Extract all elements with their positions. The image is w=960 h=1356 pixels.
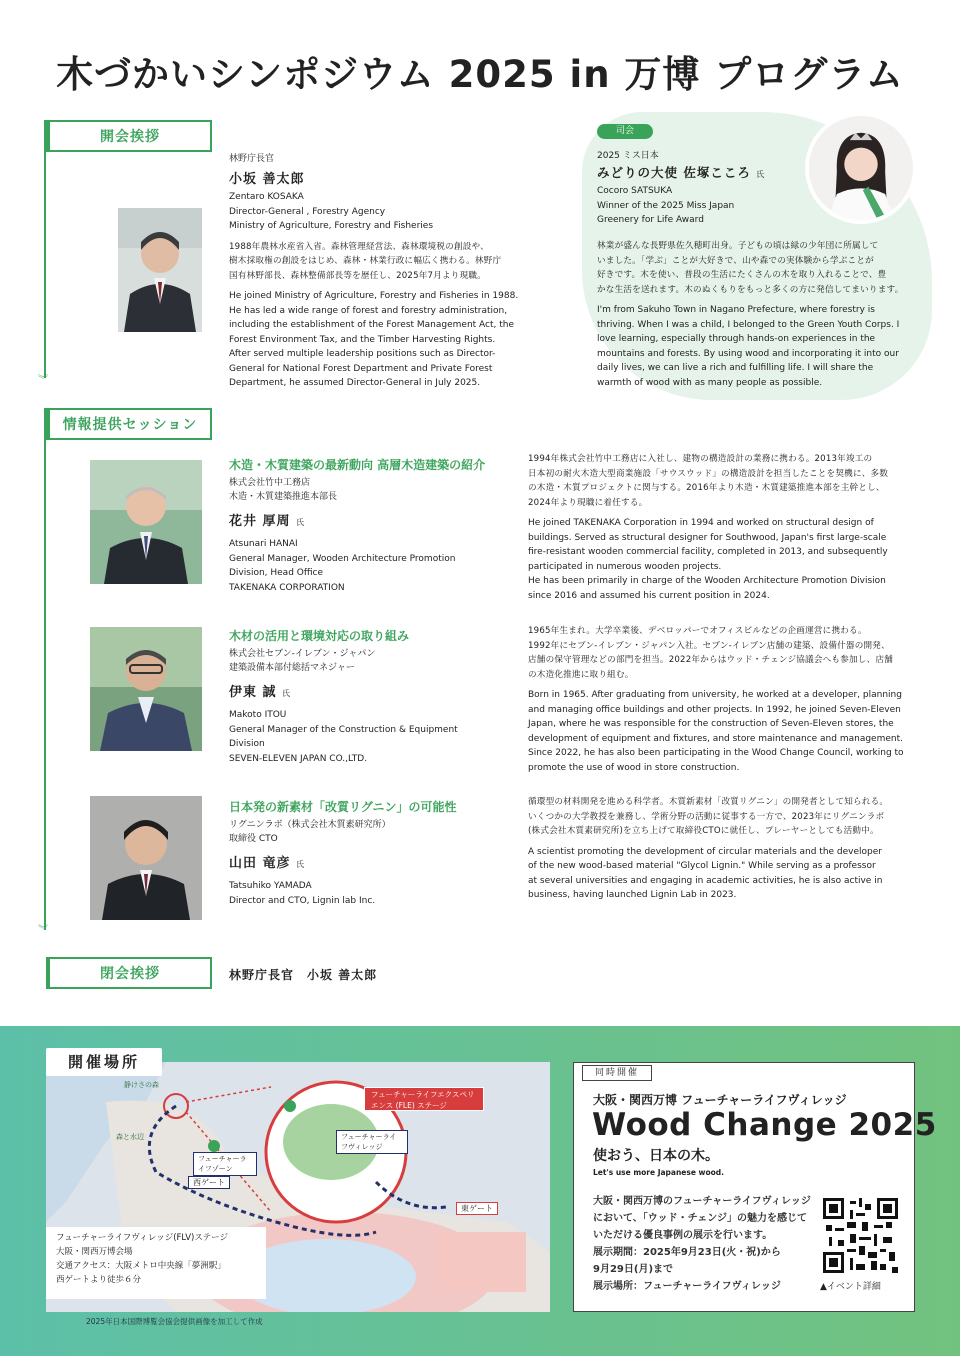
bio-line: 店舗の保守管理などの部門を担当。2022年からはウッド・チェンジ協議会へも参加し、店舗 (528, 655, 893, 665)
bio-line: 林業が盛んな長野県佐久穂町出身。子どもの頃は緑の少年団に所属して (597, 241, 879, 251)
mc-sub: 2025 ミス日本 (597, 151, 659, 161)
mc-en-name: Cocoro SATSUKA (597, 186, 673, 196)
bio-line: of the new wood-based material "Glycol Lignin." While serving as a professor (528, 861, 876, 871)
speaker-block (229, 456, 519, 595)
mc-block (597, 149, 807, 228)
bio-line: mountains and forests. By using wood and incorporating it into our (597, 348, 899, 359)
bio-line: daily lives, we can live a rich and fulfilling life. I will share the (597, 363, 874, 373)
speaker-role: 木造・木質建築推進本部長 (229, 492, 338, 502)
section-info-session: 情報提供セッション (46, 408, 212, 440)
map-label-flv: フューチャーライフヴィレッジ (336, 1130, 408, 1154)
section-opening: 開会挨拶 (46, 120, 212, 152)
bio-line: 日本初の耐火木造大型商業施設「サウスウッド」の構造設計を担当したことを契機に、多数 (528, 468, 889, 479)
bio-line: 1988年農林水産省入省。森林管理経営法、森林環境税の創設や、 (229, 241, 489, 252)
speaker-en-line: Division (229, 739, 265, 749)
bio-line: He joined TAKENAKA Corporation in 1994 and worked on structural design of (528, 518, 874, 528)
ad-title: Wood Change 2025 (592, 1107, 937, 1143)
bio-line: Japan, where he was responsible for the construction of Seven-Eleven stores, the (528, 719, 894, 729)
speaker-name: 花井 厚周 (229, 514, 291, 529)
ad-desc-line: いただける優良事例の展示を行います。 (593, 1230, 773, 1241)
bio-line: and managing office buildings and other projects. In 1992, he joined Seven-Eleven (528, 704, 901, 715)
speaker-role: 建築設備本部付総括マネジャー (229, 663, 355, 673)
venue-info-line: 交通アクセス：大阪メトロ中央線「夢洲駅」 (56, 1261, 226, 1271)
bio-line: いくつかの大学教授を兼務し、学術分野の活動に従事する一方で、2023年にリグニンラボ (528, 811, 885, 822)
talk-title: 日本発の新素材「改質リグニン」の可能性 (229, 800, 457, 814)
speaker-role: 取締役 CTO (229, 834, 278, 844)
bio-line: (株式会社木質素研究所)を立ち上げて取締役CTOに就任し、プレーヤーとしても活動中。 (528, 826, 879, 836)
speaker-bio (528, 452, 916, 603)
bio-line: 樹木採取権の創設をはじめ、森林・林業行政に幅広く携わる。林野庁 (229, 256, 502, 266)
bio-line: participated in numerous wooden projects. (528, 561, 722, 572)
bio-line: かな生活を送れます。木のぬくもりをもっと多くの方に発信してまいります。 (597, 284, 904, 295)
bio-line: including the establishment of the Forest Management Act, the (229, 320, 515, 330)
venue-info-line: フューチャーライフヴィレッジ(FLV)ステージ (56, 1233, 229, 1243)
speaker-honorific: 氏 (296, 860, 306, 869)
speaker-name: 伊東 誠 (229, 685, 277, 700)
bio-line: at several universities and engaging in academic activities, he is also active in (528, 875, 883, 886)
venue-info-line: 大阪・関西万博会場 (56, 1247, 133, 1257)
speaker-name: 山田 竜彦 (229, 856, 291, 871)
venue-info (46, 1227, 266, 1299)
ad-slogan-en: Let's use more Japanese wood. (593, 1168, 725, 1177)
map-label-garden: 森と水辺 (116, 1133, 144, 1141)
bio-line: 2024年より現職に着任する。 (528, 497, 648, 508)
map-label-west-gate: 西ゲート (188, 1176, 230, 1189)
speaker-en-line: Director and CTO, Lignin lab Inc. (229, 895, 376, 906)
map-label-stage: フューチャーライフエクスペリエンス (FLE) ステージ (364, 1087, 484, 1111)
bio-line: After served multiple leadership positions such as Director- (229, 349, 496, 359)
bio-line: love learning, especially through hands-on experiences in the (597, 334, 876, 344)
section-closing: 閉会挨拶 (46, 957, 212, 989)
speaker-photo-yamada (90, 796, 202, 920)
map-label-east-gate: 東ゲート (456, 1202, 498, 1215)
ad-description (593, 1193, 813, 1295)
bio-line: Since 2022, he has also been participating in the Wood Change Council, working to (528, 748, 904, 758)
opening-speaker-block (229, 152, 539, 391)
ad-tag: 同時開催 (582, 1065, 652, 1081)
ad-subtitle: 大阪・関西万博 フューチャーライフヴィレッジ (593, 1093, 847, 1107)
bio-line: thriving. When I was a child, I belonged to the Green Youth Corps. I (597, 319, 900, 330)
bio-line: Born in 1965. After graduating from university, he worked at a developer, planning (528, 690, 902, 700)
speaker-en-line: TAKENAKA CORPORATION (229, 582, 345, 593)
ad-desc-line: において、「ウッド・チェンジ」の魅力を感じて (593, 1213, 808, 1224)
mc-en-title: Winner of the 2025 Miss Japan (597, 200, 735, 211)
speaker-photo-hanai (90, 460, 202, 584)
ad-desc-line: 展示期間：2025年9月23日(火・祝)から (593, 1247, 781, 1258)
speaker-org: 株式会社セブン-イレブン・ジャパン (229, 649, 376, 659)
closing-speaker: 林野庁長官 小坂 善太郎 (229, 968, 378, 982)
mc-bio (597, 239, 917, 390)
bio-line: fire-resistant wooden commercial facility, completed in 2013, and subsequently (528, 547, 888, 557)
timeline-line (44, 120, 46, 378)
speaker-honorific: 氏 (296, 518, 306, 527)
speaker-en-line: SEVEN-ELEVEN JAPAN CO.,LTD. (229, 753, 368, 764)
ad-desc-line: 9月29日(月)まで (593, 1264, 674, 1275)
speaker-bio (528, 795, 916, 903)
venue-info-line: 西ゲートより徒歩６分 (56, 1275, 142, 1285)
mc-name: みどりの大使 佐塚こころ (597, 165, 751, 180)
map-label-flz: フューチャーライフゾーン (193, 1152, 257, 1176)
qr-caption: ▲イベント詳細 (820, 1282, 881, 1292)
map-credit: 2025年日本国際博覧会協会提供画像を加工して作成 (86, 1317, 263, 1326)
bio-line: 1965年生まれ。大学卒業後、デベロッパーでオフィスビルなどの企画運営に携わる。 (528, 626, 867, 636)
bio-line: いました。「学ぶ」ことが大好きで、山や森での実体験から学ぶことが (597, 255, 874, 266)
ad-desc-line: 大阪・関西万博のフューチャーライフヴィレッジ (593, 1196, 811, 1207)
bio-line: の木造・木質プロジェクトに関与する。2016年より木造・木質建築推進本部を主幹とし、 (528, 483, 885, 493)
bio-line: 1992年にセブン-イレブン・ジャパン入社。セブン-イレブン店舗の建築、設備什器の開発、 (528, 640, 890, 651)
bio-line: 好きです。木を使い、普段の生活にたくさんの木を取り入れることで、豊 (597, 270, 887, 280)
bio-line: Forest Environment Tax, and the Timber Harvesting Rights. (229, 334, 496, 345)
speaker-en-line: Makoto ITOU (229, 710, 287, 720)
mc-en-title: Greenery for Life Award (597, 215, 704, 225)
speaker-en-line: Tatsuhiko YAMADA (229, 881, 312, 891)
bio-line: development of equipment and fixtures, and store maintenance and management. (528, 733, 903, 744)
speaker-en-name: Zentaro KOSAKA (229, 192, 304, 202)
speaker-block (229, 798, 519, 908)
speaker-name: 小坂 善太郎 (229, 172, 305, 187)
speaker-org: リグニンラボ（株式会社木質素研究所） (229, 820, 391, 830)
bio-line: He has been primarily in charge of the Wooden Architecture Promotion Division (528, 576, 886, 586)
mc-honorific: 氏 (756, 170, 766, 179)
bio-line: promote the use of wood in store construction. (528, 762, 740, 773)
bio-line: General for National Forest Department and Private Forest (229, 363, 493, 374)
timeline-line (44, 408, 46, 930)
bio-line: I'm from Sakuho Town in Nagano Prefecture, where forestry is (597, 305, 875, 315)
speaker-bio (528, 624, 916, 775)
speaker-honorific: 氏 (282, 689, 292, 698)
bio-line: 循環型の材料開発を進める科学者。木質新素材「改質リグニン」の開発者として知られる。 (528, 797, 889, 807)
mc-photo (805, 112, 917, 224)
mc-tag: 司会 (597, 124, 653, 139)
speaker-org: 林野庁長官 (229, 154, 275, 164)
venue-label: 開催場所 (46, 1048, 162, 1076)
ad-desc-line: 展示場所：フューチャーライフヴィレッジ (593, 1281, 781, 1292)
speaker-photo-itou (90, 627, 202, 751)
bio-line: He joined Ministry of Agriculture, Forestry and Fisheries in 1988. (229, 291, 519, 301)
chevron-down-icon: ︾ (38, 375, 48, 386)
bio-line: の木造化推進に取り組む。 (528, 669, 634, 680)
ad-slogan: 使おう、日本の木。 (593, 1148, 719, 1164)
speaker-en-title: Ministry of Agriculture, Forestry and Fisheries (229, 221, 434, 231)
page-title: 木づかいシンポジウム 2025 in 万博 プログラム (56, 53, 904, 96)
speaker-block (229, 627, 519, 766)
speaker-en-title: Director-General , Forestry Agency (229, 206, 386, 217)
bio-line: A scientist promoting the development of circular materials and the developer (528, 846, 882, 857)
speaker-photo-kosaka (118, 208, 202, 332)
talk-title: 木造・木質建築の最新動向 高層木造建築の紹介 (229, 458, 486, 472)
bio-line: warmth of wood with as many people as possible. (597, 377, 823, 388)
qr-code-icon[interactable] (823, 1198, 898, 1273)
bio-line: 国有林野部長、森林整備部長等を歴任し、2025年7月より現職。 (229, 270, 486, 281)
map-label-forest: 静けさの森 (124, 1081, 159, 1089)
bio-line: buildings. Served as structural designer for Southwood, Japan's first large-scale (528, 532, 887, 543)
speaker-en-line: Division, Head Office (229, 568, 324, 578)
bio-line: Department, he assumed Director-General in July 2025. (229, 378, 481, 388)
speaker-en-line: General Manager, Wooden Architecture Promotion (229, 553, 456, 564)
bio-line: He has led a wide range of forest and forestry administration, (229, 305, 508, 316)
bio-line: 1994年株式会社竹中工務店に入社し、建物の構造設計の業務に携わる。2013年竣工の (528, 454, 873, 464)
speaker-en-line: General Manager of the Construction & Equipment (229, 724, 458, 735)
bio-line: since 2016 and assumed his current position in 2024. (528, 590, 770, 601)
talk-title: 木材の活用と環境対応の取り組み (229, 629, 410, 643)
speaker-org: 株式会社竹中工務店 (229, 478, 311, 488)
speaker-en-line: Atsunari HANAI (229, 539, 298, 549)
chevron-down-icon: ︾ (38, 925, 48, 936)
bio-line: business, having launched Lignin Lab in 2023. (528, 890, 737, 900)
